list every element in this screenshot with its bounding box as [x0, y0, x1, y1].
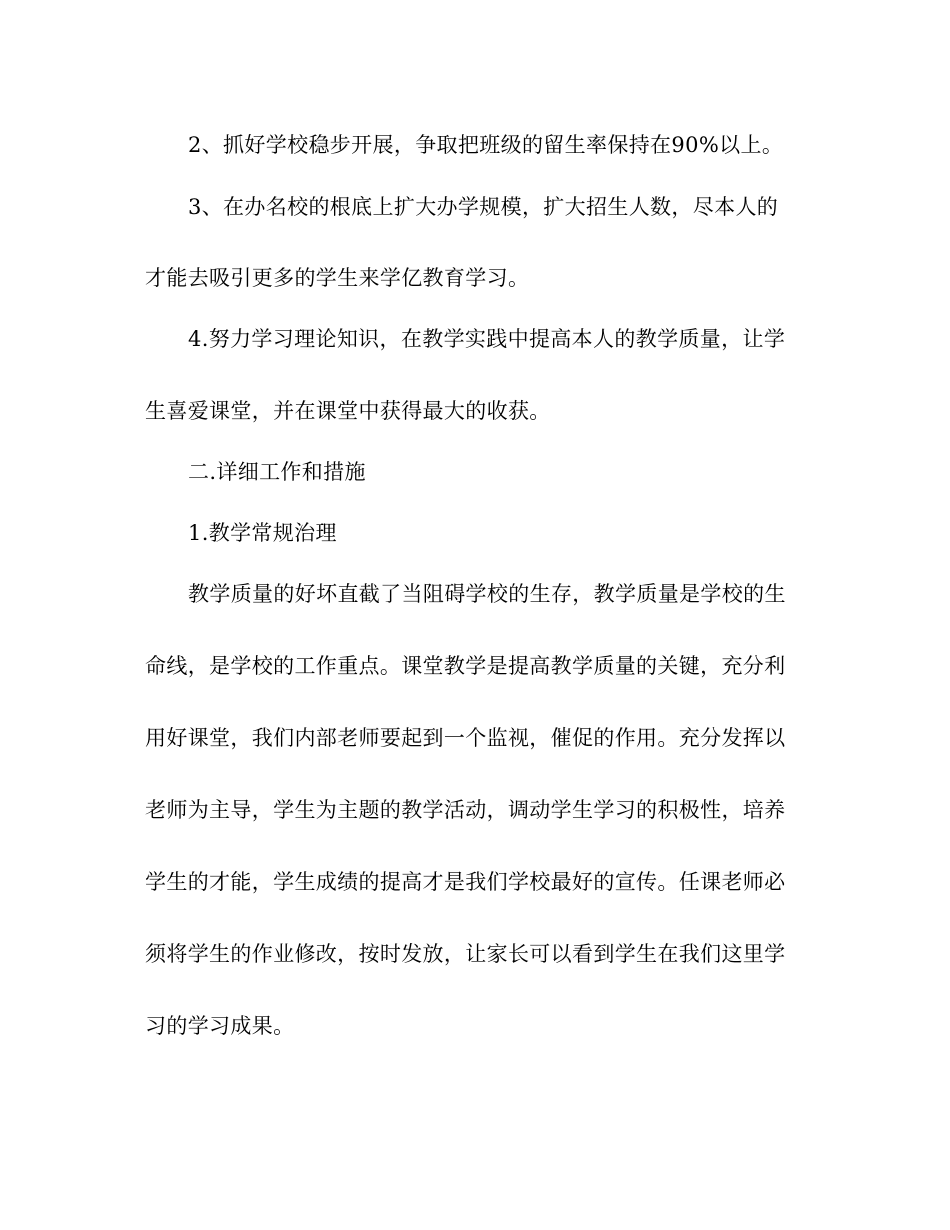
text-line: 学生的才能，学生成绩的提高才是我们学校最好的宣传。任课老师必 — [145, 870, 786, 894]
text-line: 4.努力学习理论知识，在教学实践中提高本人的教学质量，让学 — [188, 327, 786, 351]
text-line: 2、抓好学校稳步开展，争取把班级的留生率保持在90%以上。 — [188, 133, 784, 157]
text-line: 生喜爱课堂，并在课堂中获得最大的收获。 — [145, 399, 551, 423]
subsection-heading: 1.教学常规治理 — [188, 521, 337, 545]
text-line: 才能去吸引更多的学生来学亿教育学习。 — [145, 266, 530, 290]
text-line: 教学质量的好坏直截了当阻碍学校的生存，教学质量是学校的生 — [188, 582, 786, 606]
section-heading: 二.详细工作和措施 — [188, 460, 366, 484]
text-line: 老师为主导，学生为主题的教学活动，调动学生学习的积极性，培养 — [145, 798, 786, 822]
text-line: 须将学生的作业修改，按时发放，让家长可以看到学生在我们这里学 — [145, 942, 786, 966]
text-line: 命线，是学校的工作重点。课堂教学是提高教学质量的关键，充分利 — [145, 654, 786, 678]
text-line: 3、在办名校的根底上扩大办学规模，扩大招生人数，尽本人的 — [188, 195, 779, 219]
text-line: 习的学习成果。 — [145, 1014, 295, 1038]
text-line: 用好课堂，我们内部老师要起到一个监视，催促的作用。充分发挥以 — [145, 726, 786, 750]
